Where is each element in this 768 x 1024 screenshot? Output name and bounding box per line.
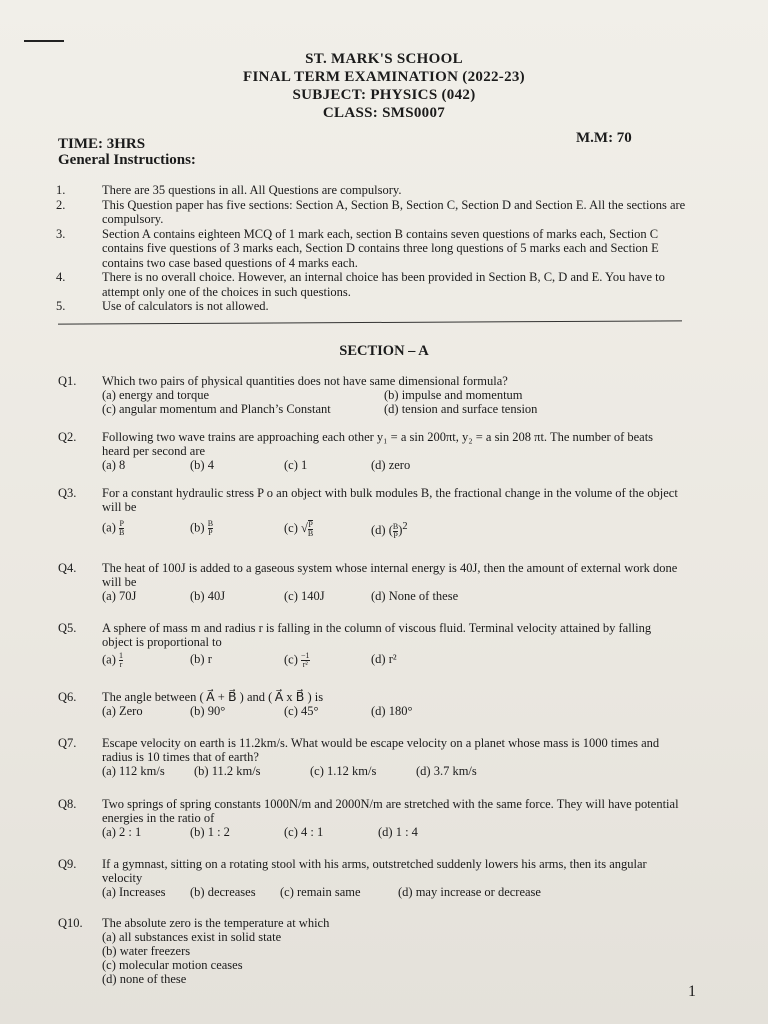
paper-header	[0, 50, 768, 122]
question-1: Q1. Which two pairs of physical quantities does not have same dimensional formula? (a) energy and torque (b) impulse and momentum (c) angular momentum and Planch’s Constant (d) tension and surface tension	[58, 374, 682, 416]
divider-line	[58, 320, 682, 324]
question-6: Q6. The angle between ( A⃗ + B⃗ ) and ( A⃗ x B⃗ ) is (a) Zero (b) 90° (c) 45° (d) 180°	[58, 690, 682, 718]
question-text: The angle between ( A⃗ + B⃗ ) and ( A⃗ x B⃗ ) is	[102, 690, 324, 704]
general-instructions-title: General Instructions:	[58, 152, 196, 168]
question-2: Q2. Following two wave trains are approaching each other y₁ = a sin 200πt, y₂ = a sin 208 πt. The number of beats heard per second are (a) 8 (b) 4 (c) 1 (d) zero	[58, 430, 682, 472]
instructions-list	[56, 183, 686, 314]
instruction-item: 2. This Question paper has five sections: Section A, Section B, Section C, Section D and Section E. All the sections are compulsory.	[56, 197, 686, 226]
page-number: 1	[688, 983, 696, 1000]
question-text: The heat of 100J is added to a gaseous system whose internal energy is 40J, then the amount of external work done will be	[102, 561, 678, 589]
question-text: Which two pairs of physical quantities does not have same dimensional formula?	[102, 374, 508, 388]
corner-mark	[24, 40, 64, 42]
instruction-item: 4. There is no overall choice. However, an internal choice has been provided in Section B, C, D and E. You have to attempt only one of the choices in such questions.	[56, 270, 665, 299]
question-text: If a gymnast, sitting on a rotating stool with his arms, outstretched suddenly lowers his arms, then its angular velocity	[102, 857, 647, 885]
max-marks: M.M: 70	[576, 130, 632, 146]
question-4: Q4. The heat of 100J is added to a gaseous system whose internal energy is 40J, then the amount of external work done will be (a) 70J (b) 40J (c) 140J (d) None of these	[58, 561, 682, 603]
question-10: Q10. The absolute zero is the temperature at which (a) all substances exist in solid state (b) water freezers (c) molecular motion ceases (d) none of these	[58, 916, 682, 986]
question-text: A sphere of mass m and radius r is falling in the column of viscous fluid. Terminal velocity attained by falling object is proportional to	[102, 621, 652, 649]
question-text: The absolute zero is the temperature at which	[102, 916, 330, 930]
section-a-title: SECTION – A	[339, 343, 429, 359]
exam-title: FINAL TERM EXAMINATION (2022-23)	[243, 69, 525, 85]
instruction-item: 1. There are 35 questions in all. All Questions are compulsory.	[56, 183, 402, 197]
question-text: Following two wave trains are approaching each other y₁ = a sin 200πt, y₂ = a sin 208 πt. The number of beats heard per second are	[102, 430, 654, 458]
question-3: Q3. For a constant hydraulic stress P o an object with bulk modules B, the fractional change in the volume of the object will be (a) $\frac{P}{B}$ (b) $\frac{B}{P}$ (c) √ $\frac{P}{B}$ (d) ( $\frac{B}{P}$ )$^2$	[58, 486, 682, 540]
subject-line: SUBJECT: PHYSICS (042)	[292, 87, 476, 103]
school-name: ST. MARK'S SCHOOL	[305, 51, 463, 67]
question-9: Q9. If a gymnast, sitting on a rotating stool with his arms, outstretched suddenly lowers his arms, then its angular velocity (a) Increases (b) decreases (c) remain same (d) may increase or decrease	[58, 857, 682, 899]
question-text: For a constant hydraulic stress P o an object with bulk modules B, the fractional change in the volume of the object will be	[102, 486, 678, 514]
question-7: Q7. Escape velocity on earth is 11.2km/s. What would be escape velocity on a planet whose mass is 1000 times and radius is 10 times that of earth? (a) 112 km/s (b) 11.2 km/s (c) 1.12 km/s (d) 3.7 km/s	[58, 736, 682, 778]
question-text: Two springs of spring constants 1000N/m and 2000N/m are stretched with the same force. They will have potential energies in the ratio of	[102, 797, 679, 825]
class-line: CLASS: SMS0007	[322, 105, 446, 121]
question-text: Escape velocity on earth is 11.2km/s. What would be escape velocity on a planet whose mass is 1000 times and radius is 10 times that of earth?	[102, 736, 660, 764]
instruction-item: 5. Use of calculators is not allowed.	[56, 299, 269, 313]
instruction-item: 3. Section A contains eighteen MCQ of 1 mark each, section B contains seven questions of marks each, Section C contains five questions of 3 marks each, Section D contains three long questions of 5 marks each and Section E contains two case based questions of 4 marks each.	[56, 226, 659, 270]
time-label: TIME: 3HRS	[58, 136, 146, 152]
question-8: Q8. Two springs of spring constants 1000N/m and 2000N/m are stretched with the same force. They will have potential energies in the ratio of (a) 2 : 1 (b) 1 : 2 (c) 4 : 1 (d) 1 : 4	[58, 797, 682, 839]
question-5: Q5. A sphere of mass m and radius r is falling in the column of viscous fluid. Terminal velocity attained by falling object is proportional to (a) $\frac{1}{r}$ (b) r (c) $\frac{-1}{\text{r²}}$ (d) r²	[58, 621, 682, 669]
